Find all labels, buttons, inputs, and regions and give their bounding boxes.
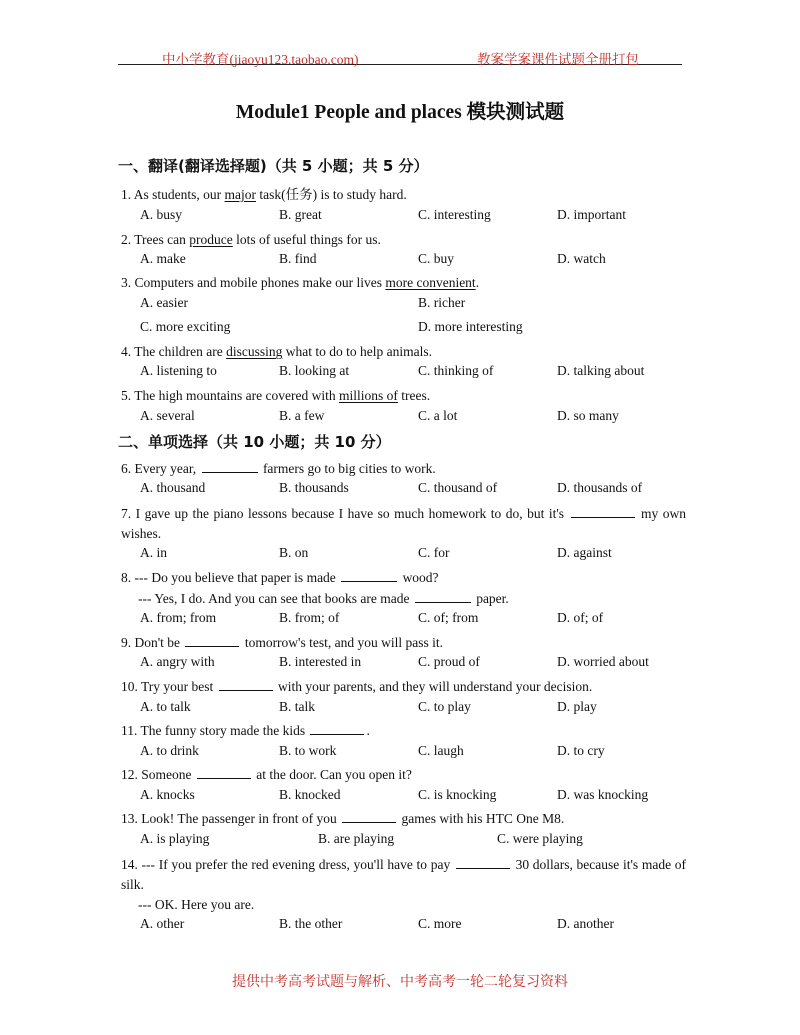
option-b: B. a few [279,408,325,423]
answer-blank [571,506,635,518]
option-d: D. against [557,545,612,560]
question-10: 10. Try your best with your parents, and they will understand your decision. [121,679,593,694]
option-c: C. more exciting [140,319,231,334]
question-11: 11. The funny story made the kids . [121,723,370,738]
option-c: C. buy [418,251,455,266]
answer-blank [202,461,258,473]
option-d: D. talking about [557,363,645,378]
question-8-line-2: --- Yes, I do. And you can see that books are made paper. [138,591,509,606]
option-d: D. thousands of [557,480,643,495]
option-d: D. play [557,699,597,714]
option-c: C. for [418,545,450,560]
answer-blank [456,857,510,869]
option-a: A. listening to [140,363,217,378]
page-footer: 提供中考高考试题与解析、中考高考一轮二轮复习资料 [232,974,568,990]
option-d: D. to cry [557,743,605,758]
option-d: D. more interesting [418,319,523,334]
underlined-term: major [224,187,257,202]
question-14-line-2: --- OK. Here you are. [138,897,255,912]
option-b: B. knocked [279,787,341,802]
question-9: 9. Don't be tomorrow's test, and you will pass it. [121,635,443,650]
page-title: Module1 People and places 模块测试题 [235,102,565,123]
question-13: 13. Look! The passenger in front of you games with his HTC One M8. [121,811,565,826]
answer-blank [310,723,364,735]
underlined-term: more convenient [385,275,476,290]
option-b: B. richer [418,295,466,310]
option-a: A. to drink [140,743,199,758]
option-c: C. is knocking [418,787,497,802]
option-a: A. angry with [140,654,215,669]
header-right-text: 教案学案课件试题全册打包 [477,52,639,67]
section-1-heading: 一、翻译(翻译选择题)（共 5 小题；共 5 分） [118,157,429,175]
option-b: B. on [279,545,309,560]
question-2: 2. Trees can produce lots of useful things for us. [121,232,381,247]
answer-blank [341,570,397,582]
answer-blank [415,591,471,603]
option-c: C. more [418,916,462,931]
option-c: C. interesting [418,207,491,222]
option-d: D. worried about [557,654,649,669]
option-c: C. thousand of [418,480,498,495]
page-header [118,44,682,65]
option-c: C. to play [418,699,471,714]
question-8: 8. --- Do you believe that paper is made wood? [121,570,439,585]
option-a: A. easier [140,295,188,310]
answer-blank [185,635,239,647]
option-b: B. interested in [279,654,362,669]
question-5: 5. The high mountains are covered with millions of trees. [121,388,431,403]
option-d: D. another [557,916,614,931]
option-b: B. great [279,207,322,222]
option-a: A. make [140,251,186,266]
answer-blank [219,679,273,691]
option-a: A. is playing [140,831,210,846]
option-b: B. find [279,251,317,266]
option-a: A. from; from [140,610,217,625]
option-c: C. a lot [418,408,458,423]
option-a: A. busy [140,207,183,222]
option-c: C. of; from [418,610,479,625]
option-c: C. laugh [418,743,464,758]
option-a: A. thousand [140,480,206,495]
option-d: D. important [557,207,626,222]
option-d: D. watch [557,251,606,266]
option-a: A. several [140,408,195,423]
option-b: B. to work [279,743,337,758]
question-7: 7. I gave up the piano lessons because I have so much homework to do, but it's my own wishes. [121,506,687,541]
option-d: D. of; of [557,610,604,625]
option-d: D. was knocking [557,787,649,802]
option-b: B. are playing [318,831,395,846]
underlined-term: produce [189,232,233,247]
option-b: B. looking at [279,363,350,378]
question-14: 14. --- If you prefer the red evening dress, you'll have to pay 30 dollars, because it's made of silk. [121,857,686,892]
answer-blank [197,767,251,779]
option-b: B. the other [279,916,343,931]
option-c: C. proud of [418,654,480,669]
underlined-term: discussing [226,344,283,359]
option-b: B. thousands [279,480,349,495]
option-d: D. so many [557,408,619,423]
option-a: A. knocks [140,787,195,802]
question-3: 3. Computers and mobile phones make our lives more convenient. [121,275,480,290]
question-4: 4. The children are discussing what to do to help animals. [121,344,432,359]
question-1: 1. As students, our major task(任务) is to study hard. [121,187,407,202]
section-2-heading: 二、单项选择（共 10 小题；共 10 分） [118,433,391,451]
option-b: B. talk [279,699,315,714]
option-c: C. were playing [497,831,583,846]
question-6: 6. Every year, farmers go to big cities to work. [121,461,436,476]
header-left-text: 中小学教育(jiaoyu123.taobao.com) [162,52,359,67]
option-a: A. in [140,545,167,560]
option-a: A. other [140,916,185,931]
option-b: B. from; of [279,610,340,625]
option-a: A. to talk [140,699,191,714]
question-12: 12. Someone at the door. Can you open it? [121,767,412,782]
answer-blank [342,811,396,823]
option-c: C. thinking of [418,363,494,378]
underlined-term: millions of [338,388,398,403]
